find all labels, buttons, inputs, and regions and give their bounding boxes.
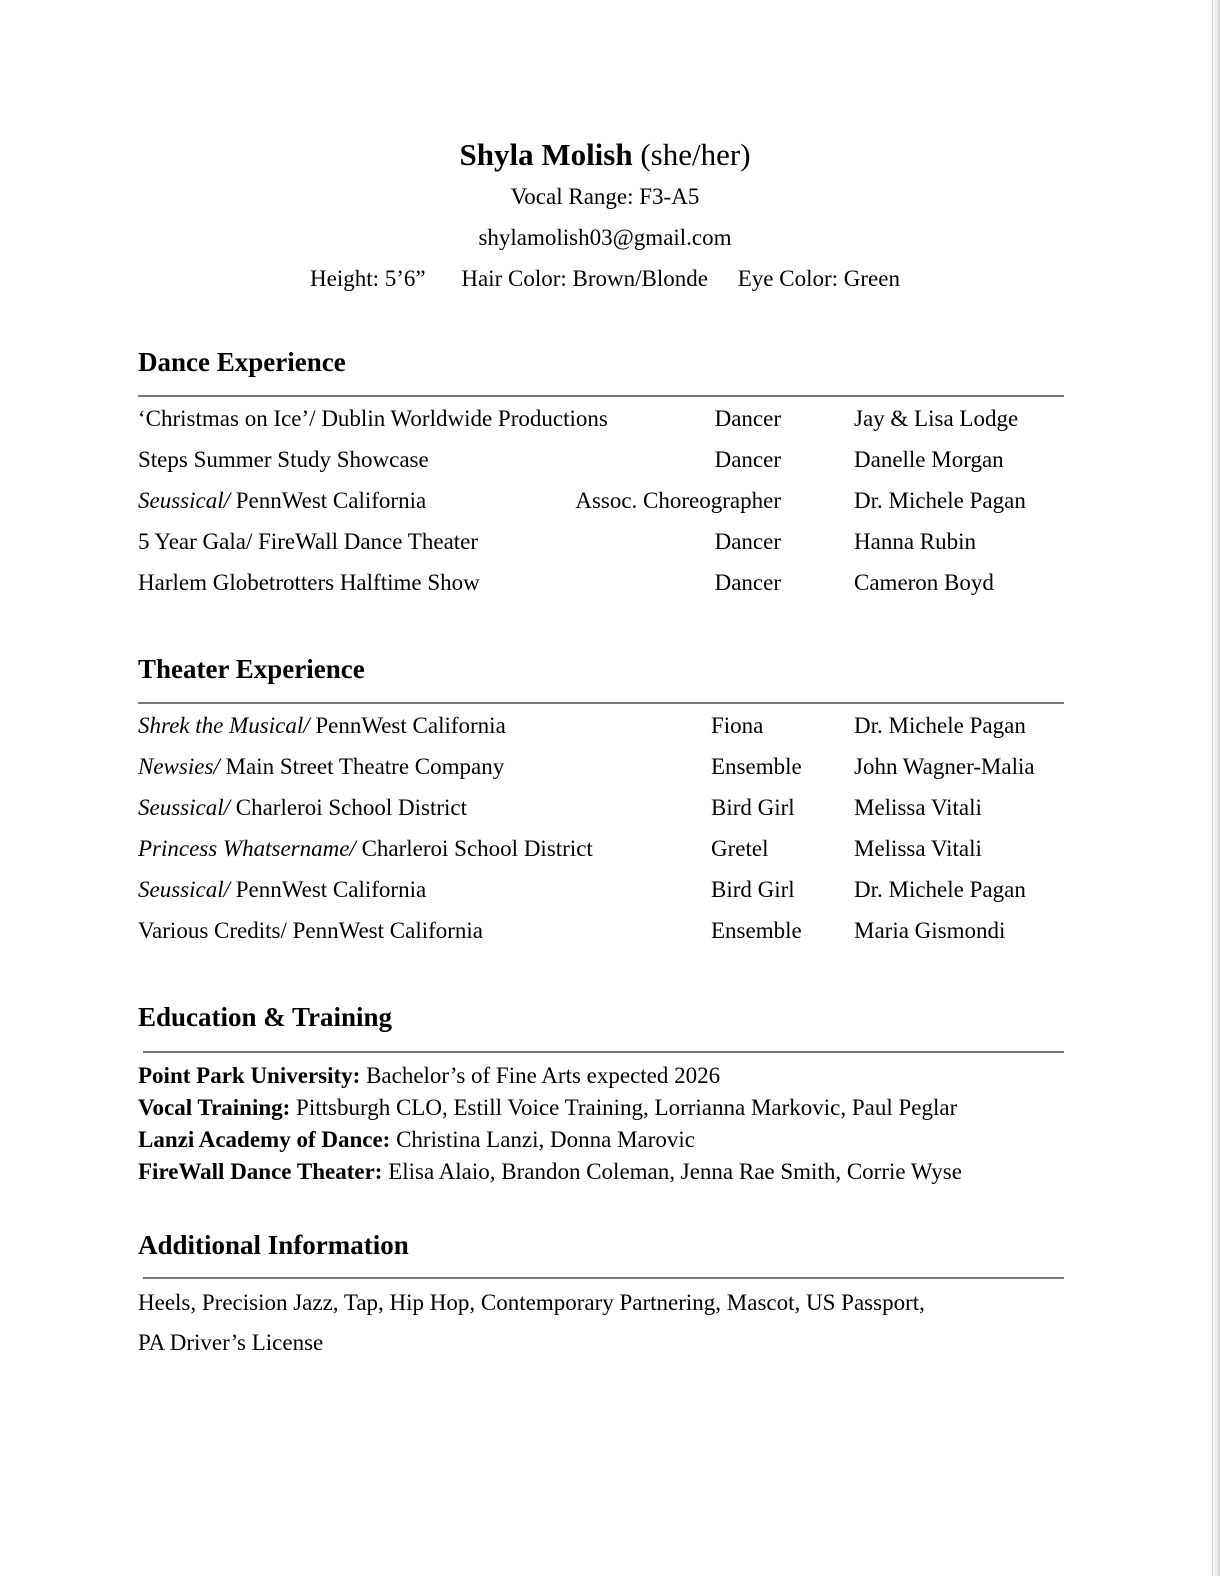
credit-director: Danelle Morgan [854,447,1004,472]
credit-row [138,709,1064,750]
section-divider [143,1277,1064,1279]
education-detail: Bachelor’s of Fine Arts expected 2026 [360,1063,721,1088]
credit-role: Dancer [714,406,781,431]
education-list [138,1060,1064,1188]
credit-row [138,791,1064,832]
additional-info-line: PA Driver’s License [138,1330,324,1355]
education-item [138,1156,1064,1188]
theater-experience-section [138,653,1064,955]
dance-credits [138,402,1064,607]
resume-header [0,134,1210,299]
credit-role: Gretel [711,836,769,861]
credit-role: Ensemble [711,918,802,943]
credit-row [138,484,1064,525]
credit-role: Bird Girl [711,877,795,902]
credit-show: Harlem Globetrotters Halftime Show [138,570,480,595]
email-address[interactable]: shylamolish03@gmail.com [478,225,732,250]
height-stat: Height: 5’6” [310,266,426,291]
eye-color-stat: Eye Color: Green [737,266,900,291]
education-section [138,1001,1064,1188]
education-label: FireWall Dance Theater: [138,1159,383,1184]
credit-row [138,914,1064,955]
credit-show: Seussical/ PennWest California [138,488,427,513]
section-divider [138,395,1064,397]
credit-row [138,402,1064,443]
credit-director: Melissa Vitali [854,795,982,820]
education-item [138,1092,1064,1124]
section-title: Additional Information [138,1230,409,1260]
education-item [138,1060,1064,1092]
credit-show: Princess Whatsername/ Charleroi School District [138,836,593,861]
credit-row [138,566,1064,607]
credit-role: Dancer [714,529,781,554]
education-detail: Christina Lanzi, Donna Marovic [390,1127,695,1152]
credit-role: Fiona [711,713,764,738]
credit-row [138,832,1064,873]
credit-row [138,525,1064,566]
additional-info-text [138,1283,1064,1363]
credit-show: Steps Summer Study Showcase [138,447,429,472]
education-label: Lanzi Academy of Dance: [138,1127,391,1152]
credit-show: ‘Christmas on Ice’/ Dublin Worldwide Productions [138,406,608,431]
education-label: Point Park University: [138,1063,361,1088]
credit-show: Various Credits/ PennWest California [138,918,484,943]
section-title: Education & Training [138,1002,393,1032]
physical-stats [0,258,1210,299]
credit-role: Bird Girl [711,795,795,820]
credit-show: 5 Year Gala/ FireWall Dance Theater [138,529,479,554]
name-line [0,134,1210,176]
page-edge [1212,0,1220,1576]
section-title: Theater Experience [138,654,365,684]
credit-show: Shrek the Musical/ PennWest California [138,713,506,738]
credit-show: Seussical/ PennWest California [138,877,427,902]
additional-info-line: Heels, Precision Jazz, Tap, Hip Hop, Contemporary Partnering, Mascot, US Passport, [138,1290,925,1315]
credit-director: John Wagner-Malia [854,754,1035,779]
credit-role: Dancer [714,447,781,472]
education-item [138,1124,1064,1156]
vocal-range: Vocal Range: F3-A5 [510,184,700,209]
credit-director: Dr. Michele Pagan [854,877,1026,902]
credit-director: Dr. Michele Pagan [854,488,1026,513]
pronouns: (she/her) [640,137,751,172]
credit-director: Cameron Boyd [854,570,994,595]
theater-credits [138,709,1064,955]
section-divider [138,702,1064,704]
additional-info-section [138,1229,1064,1363]
credit-director: Melissa Vitali [854,836,982,861]
credit-row [138,443,1064,484]
credit-director: Dr. Michele Pagan [854,713,1026,738]
credit-role: Ensemble [711,754,802,779]
credit-row [138,750,1064,791]
credit-row [138,873,1064,914]
performer-name: Shyla Molish [459,137,633,172]
dance-experience-section [138,346,1064,607]
credit-show: Seussical/ Charleroi School District [138,795,467,820]
credit-role: Assoc. Choreographer [575,488,781,513]
section-title: Dance Experience [138,347,346,377]
education-detail: Pittsburgh CLO, Estill Voice Training, Lorrianna Markovic, Paul Peglar [290,1095,958,1120]
credit-director: Hanna Rubin [854,529,977,554]
education-detail: Elisa Alaio, Brandon Coleman, Jenna Rae Smith, Corrie Wyse [382,1159,962,1184]
credit-director: Jay & Lisa Lodge [854,406,1019,431]
education-label: Vocal Training: [138,1095,291,1120]
section-divider [143,1051,1064,1053]
credit-director: Maria Gismondi [854,918,1006,943]
credit-role: Dancer [714,570,781,595]
credit-show: Newsies/ Main Street Theatre Company [138,754,505,779]
hair-color-stat: Hair Color: Brown/Blonde [461,266,708,291]
